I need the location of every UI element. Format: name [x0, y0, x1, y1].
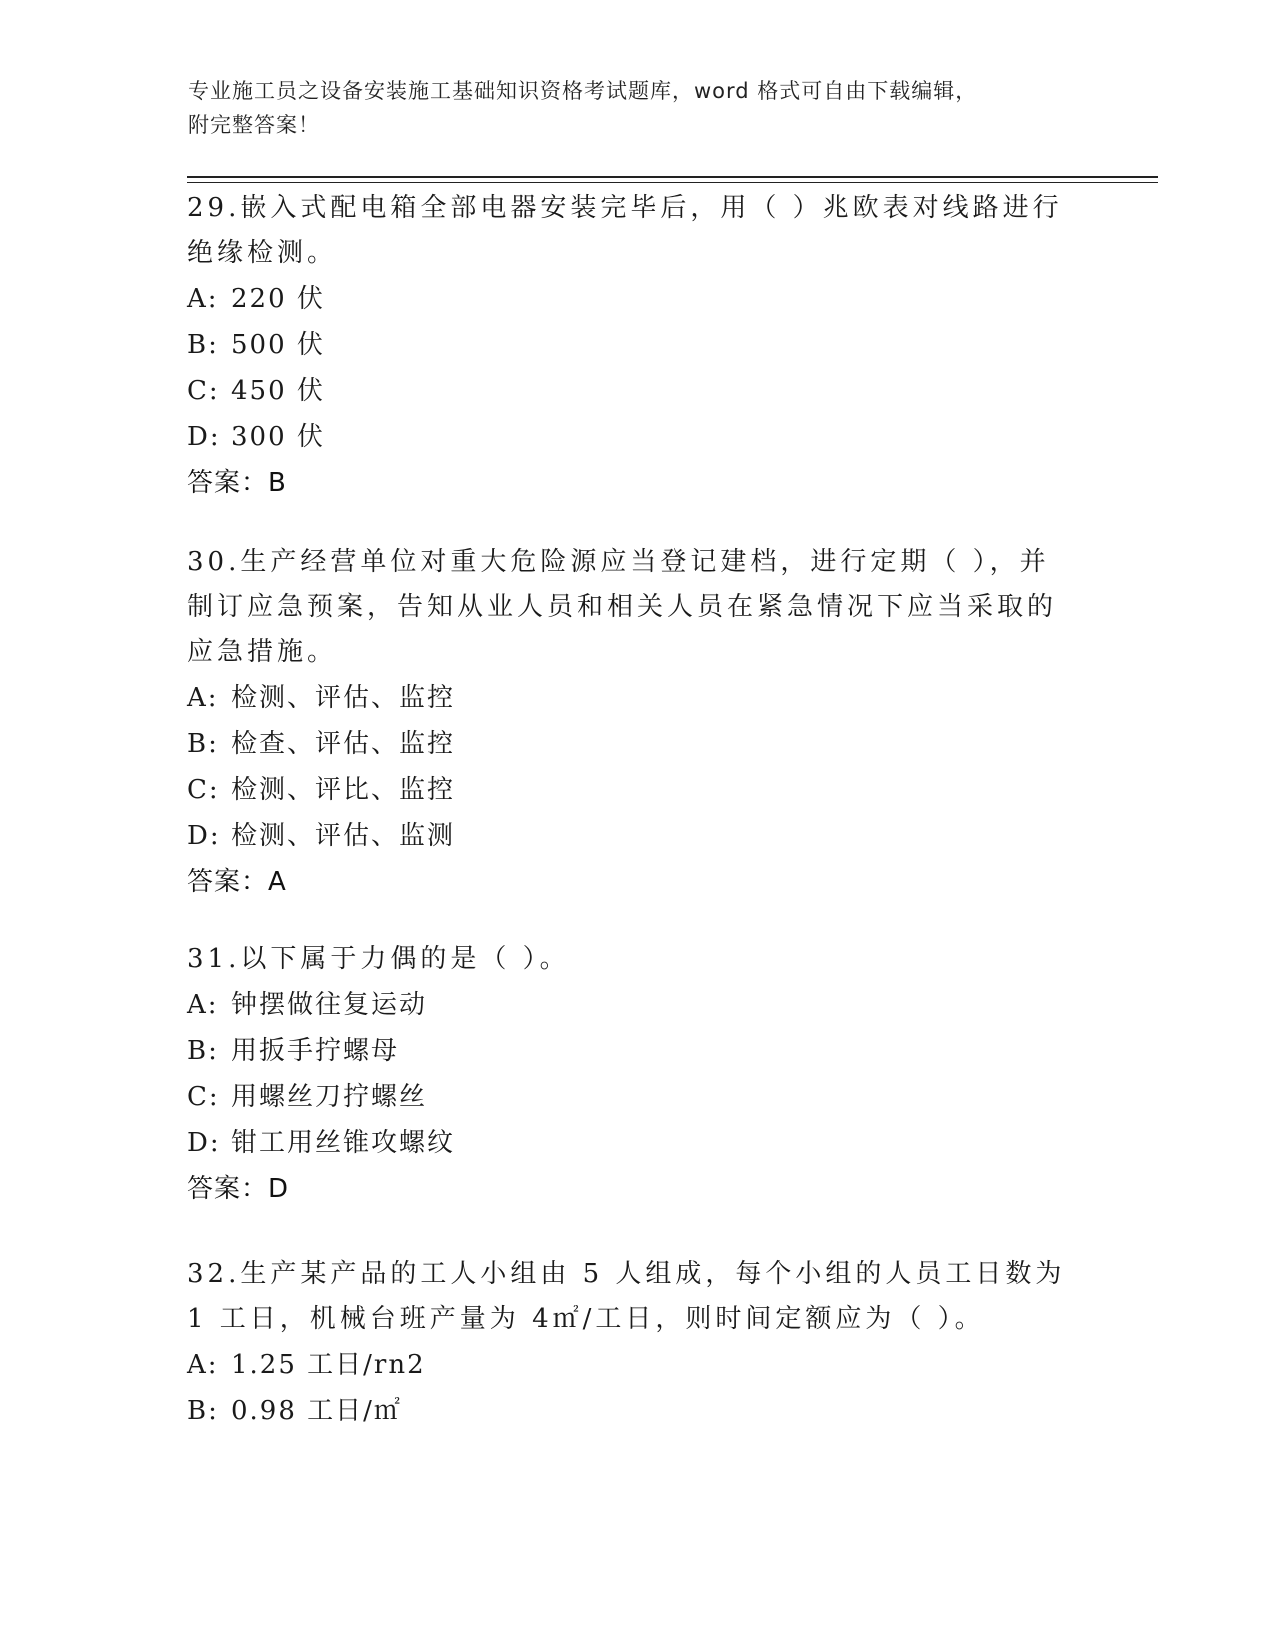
option-letter: A: — [187, 683, 219, 713]
option-letter: D: — [187, 821, 221, 851]
question-stem: 30.生产经营单位对重大危险源应当登记建档，进行定期（ ），并制订应急预案，告知从业人员和相关人员在紧急情况下应当采取的应急措施。 — [187, 547, 1058, 667]
option-letter: A: — [187, 990, 219, 1020]
option-text: 1.25 工日/rn2 — [231, 1350, 426, 1380]
option-text: 450 伏 — [231, 376, 325, 406]
option-letter: B: — [187, 729, 219, 759]
option-c — [187, 1074, 1077, 1120]
option-letter: B: — [187, 1036, 219, 1066]
header-line-2: 附完整答案！ — [188, 113, 320, 137]
option-text: 用螺丝刀拧螺丝 — [231, 1082, 428, 1112]
option-d — [187, 414, 1077, 460]
option-b — [187, 721, 1077, 767]
header-divider-thick — [187, 176, 1158, 178]
option-text: 钳工用丝锥攻螺纹 — [231, 1128, 456, 1158]
question-stem: 29.嵌入式配电箱全部电器安装完毕后，用（ ）兆欧表对线路进行绝缘检测。 — [187, 193, 1063, 268]
option-text: 用扳手拧螺母 — [231, 1036, 400, 1066]
option-letter: D: — [187, 422, 221, 452]
answer-label: 答案：D — [187, 1174, 290, 1204]
option-letter: D: — [187, 1128, 221, 1158]
option-b — [187, 1388, 1077, 1434]
option-text: 检测、评估、监控 — [231, 683, 456, 713]
option-letter: C: — [187, 775, 220, 805]
option-b — [187, 1028, 1077, 1074]
option-a — [187, 276, 1077, 322]
option-text: 300 伏 — [231, 422, 325, 452]
header-line-1: 专业施工员之设备安装施工基础知识资格考试题库，word 格式可自由下载编辑， — [188, 79, 978, 103]
option-b — [187, 322, 1077, 368]
option-text: 检测、评比、监控 — [231, 775, 456, 805]
option-text: 检测、评估、监测 — [231, 821, 456, 851]
option-text: 500 伏 — [231, 330, 325, 360]
option-letter: A: — [187, 1350, 219, 1380]
option-a — [187, 1342, 1077, 1388]
header-divider-thin — [187, 182, 1158, 183]
question-stem: 32.生产某产品的工人小组由 5 人组成，每个小组的人员工日数为 1 工日，机械台班产量为 4㎡/工日，则时间定额应为（ ）。 — [187, 1259, 1066, 1334]
option-letter: B: — [187, 330, 219, 360]
question-30 — [187, 540, 1077, 905]
option-letter: B: — [187, 1396, 219, 1426]
option-text: 220 伏 — [231, 284, 325, 314]
option-a — [187, 982, 1077, 1028]
option-text: 钟摆做往复运动 — [231, 990, 428, 1020]
option-d — [187, 1120, 1077, 1166]
option-c — [187, 368, 1077, 414]
option-letter: C: — [187, 376, 220, 406]
question-31 — [187, 937, 1077, 1212]
option-text: 0.98 工日/㎡ — [231, 1396, 402, 1426]
answer-label: 答案：A — [187, 867, 287, 897]
document-header — [188, 74, 1088, 142]
option-letter: A: — [187, 284, 219, 314]
option-a — [187, 675, 1077, 721]
question-stem: 31.以下属于力偶的是（ ）。 — [187, 944, 570, 974]
question-32 — [187, 1252, 1077, 1434]
question-29 — [187, 186, 1077, 506]
answer-label: 答案：B — [187, 468, 287, 498]
option-d — [187, 813, 1077, 859]
option-text: 检查、评估、监控 — [231, 729, 456, 759]
option-c — [187, 767, 1077, 813]
option-letter: C: — [187, 1082, 220, 1112]
